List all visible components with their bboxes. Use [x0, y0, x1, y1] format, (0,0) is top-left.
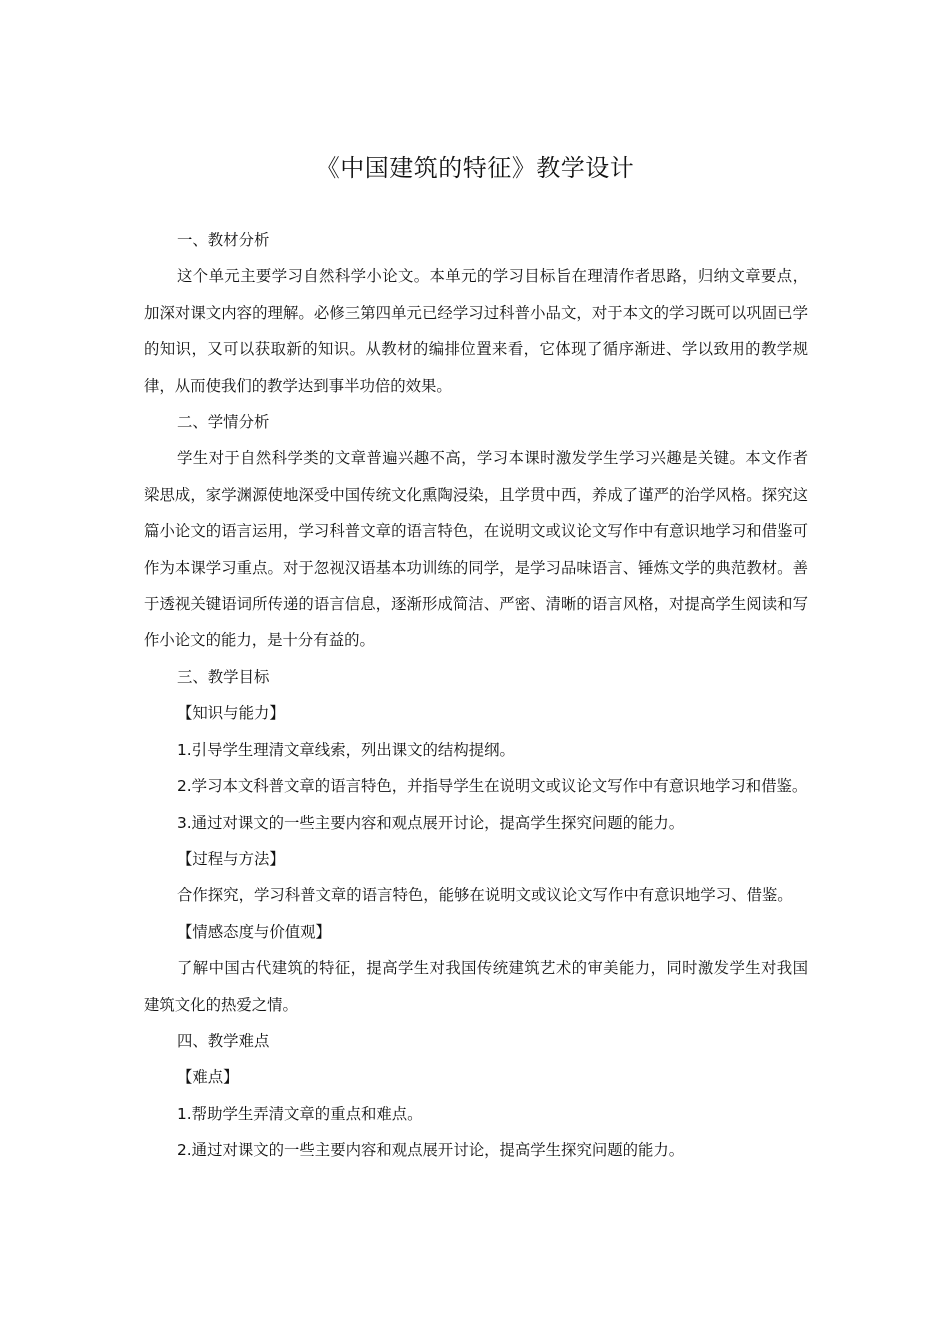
paragraph-student-analysis: 学生对于自然科学类的文章普遍兴趣不高，学习本课时激发学生学习兴趣是关键。本文作者梁思成，家学渊源使地深受中国传统文化熏陶浸染，且学贯中西，养成了谨严的治学风格。探究这篇小论文的语言运用，学习科普文章的语言特色，在说明文或议论文写作中有意识地学习和借鉴可作为本课学习重点。对于忽视汉语基本功训练的同学，是学习品味语言、锤炼文学的典范教材。善于透视关键语词所传递的语言信息，逐渐形成简洁、严密、清晰的语言风格，对提高学生阅读和写作小论文的能力，是十分有益的。: [144, 449, 808, 650]
section-heading-textbook-analysis: 一、教材分析: [177, 231, 270, 249]
goal-item-3: 3.通过对课文的一些主要内容和观点展开讨论，提高学生探究问题的能力。: [177, 813, 685, 832]
goal-item-2: 2.学习本文科普文章的语言特色，并指导学生在说明文或议论文写作中有意识地学习和借鉴。: [177, 777, 808, 796]
section-heading-difficulties: 四、教学难点: [177, 1031, 270, 1050]
difficulty-item-2: 2.通过对课文的一些主要内容和观点展开讨论，提高学生探究问题的能力。: [177, 1141, 685, 1160]
section-heading-student-analysis: 二、学情分析: [177, 413, 270, 432]
goal-item-1: 1.引导学生理清文章线索，列出课文的结构提纲。: [177, 740, 515, 759]
difficulty-item-1: 1.帮助学生弄清文章的重点和难点。: [177, 1104, 423, 1123]
document-body: [144, 222, 808, 1169]
paragraph-emotion-values: 了解中国古代建筑的特征，提高学生对我国传统建筑艺术的审美能力，同时激发学生对我国建筑文化的热爱之情。: [144, 959, 808, 1014]
paragraph-process-method: 合作探究，学习科普文章的语言特色，能够在说明文或议论文写作中有意识地学习、借鉴。: [177, 886, 793, 905]
subheading-difficulties: 【难点】: [177, 1068, 239, 1087]
document-title: 《中国建筑的特征》教学设计: [315, 154, 635, 183]
subheading-emotion-values: 【情感态度与价值观】: [177, 922, 331, 941]
section-heading-teaching-goals: 三、教学目标: [177, 667, 270, 686]
subheading-process-method: 【过程与方法】: [177, 849, 285, 868]
subheading-knowledge-ability: 【知识与能力】: [177, 704, 285, 723]
paragraph-textbook-analysis: 这个单元主要学习自然科学小论文。本单元的学习目标旨在理清作者思路，归纳文章要点，加深对课文内容的理解。必修三第四单元已经学习过科普小品文，对于本文的学习既可以巩固已学的知识，又可以获取新的知识。从教材的编排位置来看，它体现了循序渐进、学以致用的教学规律，从而使我们的教学达到事半功倍的效果。: [144, 267, 808, 395]
